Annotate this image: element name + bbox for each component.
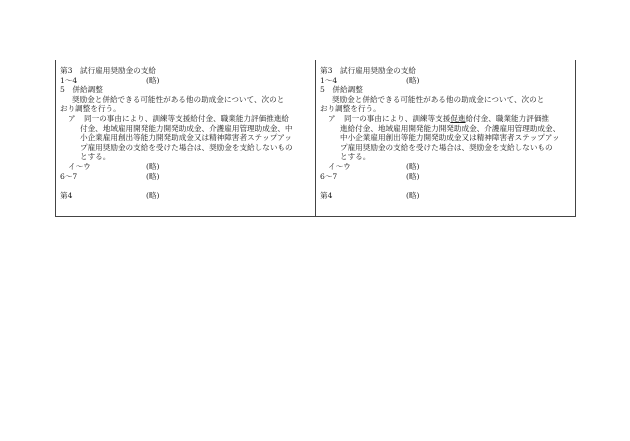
subsection-heading: 5 併給調整 bbox=[320, 85, 363, 95]
item-line: 小企業雇用創出等能力開発助成金又は精神障害者ステップアッ bbox=[80, 133, 292, 143]
comparison-table bbox=[55, 60, 576, 217]
item-text-segment: 同一の事由により、訓練等支援 bbox=[344, 113, 451, 123]
item-line: とする。 bbox=[340, 152, 371, 162]
item-line: 中小企業雇用創出等能力開発助成金又は精神障害者ステップアッ bbox=[340, 133, 560, 143]
row-key: 6～7 bbox=[60, 171, 78, 181]
row-key: 第4 bbox=[320, 190, 333, 200]
section-heading: 第3 試行雇用奨励金の支給 bbox=[60, 66, 156, 75]
item-text bbox=[80, 114, 314, 162]
row-value: (略) bbox=[146, 75, 160, 85]
omitted-row bbox=[320, 191, 574, 201]
subsection-heading: 5 併給調整 bbox=[60, 85, 103, 95]
omitted-row bbox=[60, 172, 314, 182]
item-line: 同一の事由により、訓練等支援給付金、職業能力評価推進給 bbox=[84, 113, 290, 123]
item-marker: ア bbox=[68, 113, 76, 123]
row-value: (略) bbox=[146, 171, 160, 181]
omitted-row bbox=[60, 76, 314, 86]
omitted-row bbox=[320, 162, 574, 172]
paragraph-line: おり調整を行う。 bbox=[320, 104, 381, 114]
section-heading: 第3 試行雇用奨励金の支給 bbox=[320, 66, 416, 75]
item-line: プ雇用奨励金の支給を受けた場合は、奨励金を支給しないもの bbox=[80, 142, 293, 152]
row-value: (略) bbox=[406, 161, 420, 171]
omitted-row bbox=[60, 162, 314, 172]
row-key: 第4 bbox=[60, 190, 73, 200]
item-text bbox=[340, 114, 574, 162]
row-key: 6～7 bbox=[320, 171, 338, 181]
row-value: (略) bbox=[406, 171, 420, 181]
row-value: (略) bbox=[146, 161, 160, 171]
item-line: とする。 bbox=[80, 152, 111, 162]
item-line: 付金、地域雇用開発能力開発助成金、介護雇用管理助成金、中 bbox=[80, 123, 293, 133]
row-key: 1～4 bbox=[320, 75, 338, 85]
omitted-row bbox=[320, 172, 574, 182]
right-column bbox=[320, 66, 574, 200]
amended-text: 促進 bbox=[450, 113, 466, 123]
left-column bbox=[60, 66, 314, 200]
row-value: (略) bbox=[406, 75, 420, 85]
row-key: イ～ウ bbox=[328, 161, 351, 171]
list-item bbox=[320, 114, 574, 162]
row-value: (略) bbox=[406, 190, 420, 200]
row-value: (略) bbox=[146, 190, 160, 200]
row-key: 1～4 bbox=[60, 75, 78, 85]
paragraph-line: おり調整を行う。 bbox=[60, 104, 121, 114]
item-line: 進給付金、地域雇用開発能力開発助成金、介護雇用管理助成金、 bbox=[340, 123, 561, 133]
item-marker: ア bbox=[328, 113, 336, 123]
omitted-row bbox=[320, 76, 574, 86]
item-line: プ雇用奨励金の支給を受けた場合は、奨励金を支給しないもの bbox=[340, 142, 553, 152]
item-text-segment: 給付金、職業能力評価推 bbox=[465, 113, 550, 123]
list-item bbox=[60, 114, 314, 162]
omitted-row bbox=[60, 191, 314, 201]
item-line bbox=[340, 114, 574, 124]
row-key: イ～ウ bbox=[68, 161, 91, 171]
paragraph-line: 奨励金と併給できる可能性がある他の助成金について、次のと bbox=[332, 94, 545, 104]
paragraph-line: 奨励金と併給できる可能性がある他の助成金について、次のと bbox=[72, 94, 285, 104]
column-divider bbox=[315, 60, 316, 216]
